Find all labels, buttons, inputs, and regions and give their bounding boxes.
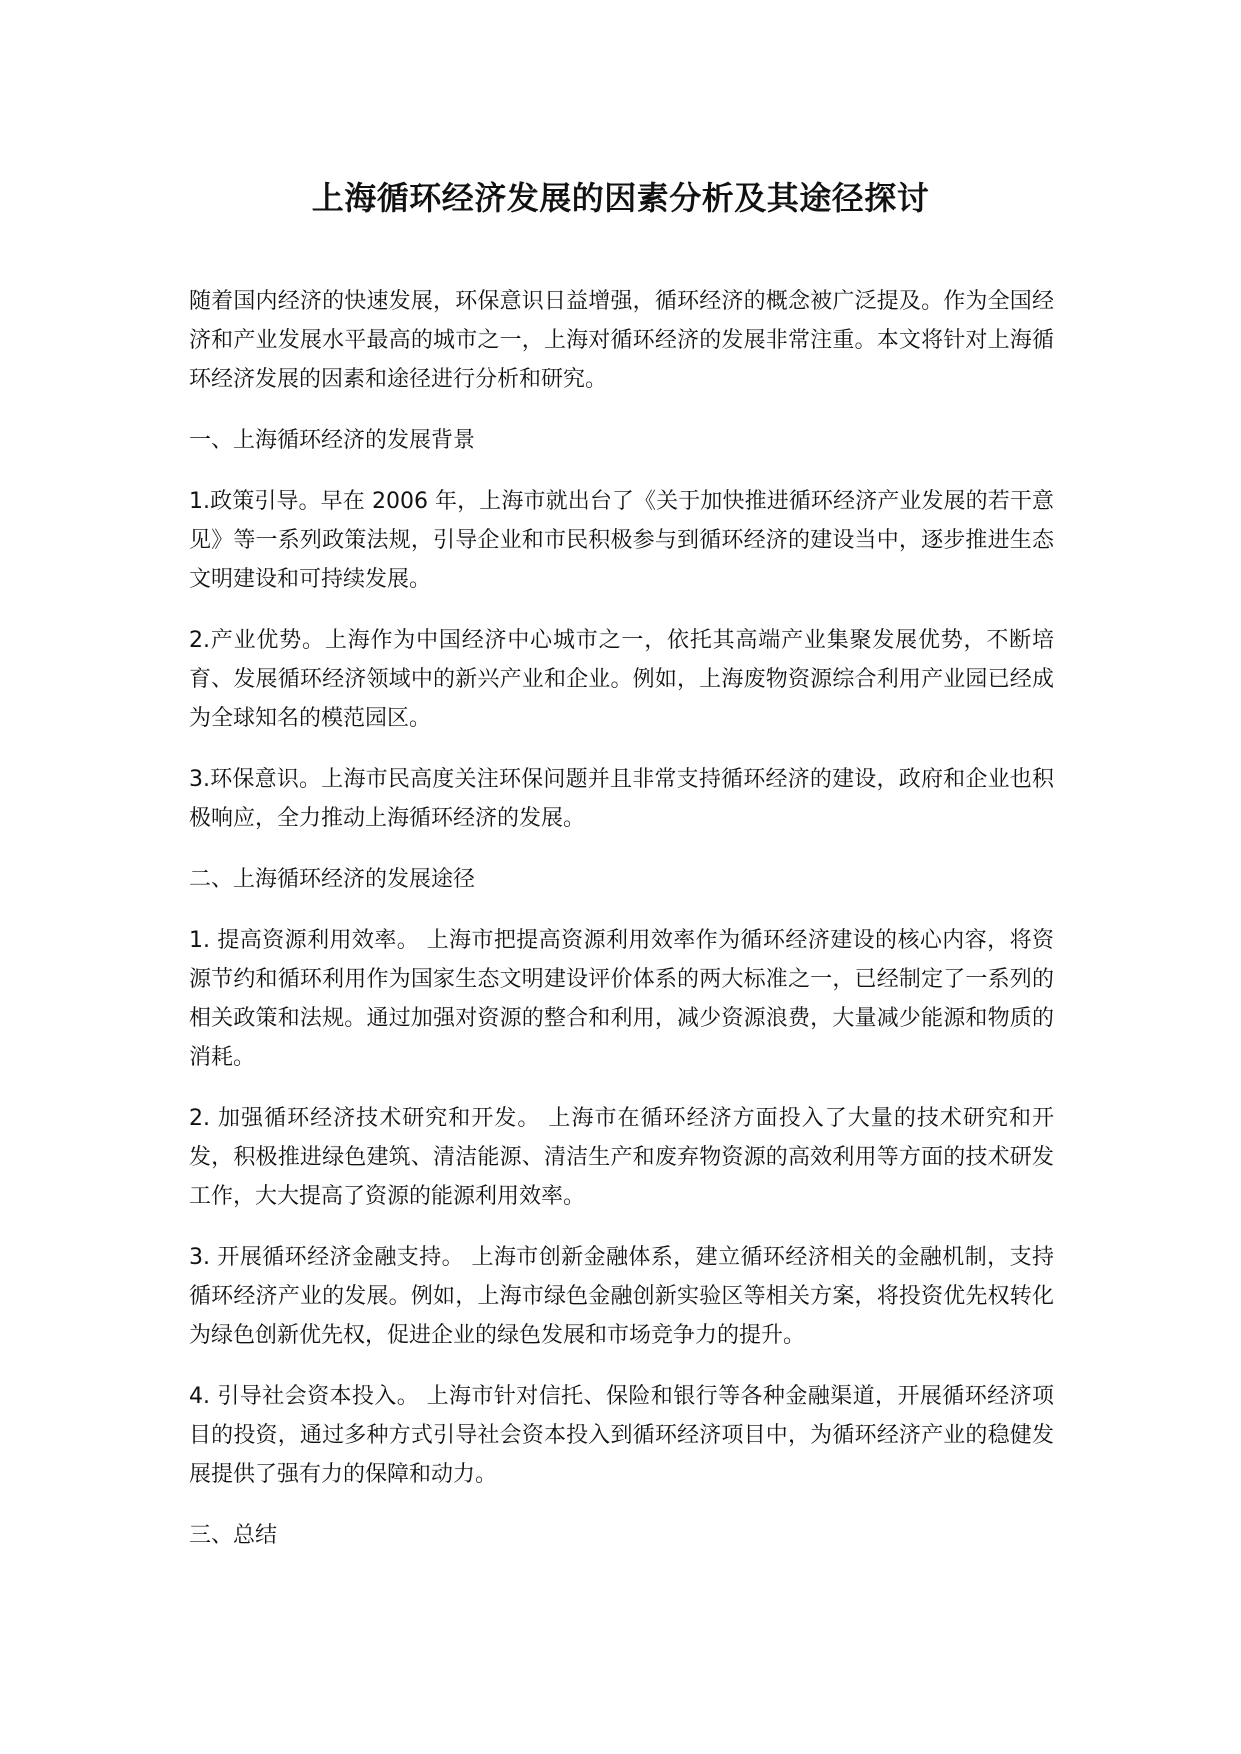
background-item-policy: 1.政策引导。早在 2006 年，上海市就出台了《关于加快推进循环经济产业发展的若干意见》等一系列政策法规，引导企业和市民积极参与到循环经济的建设当中，逐步推进生态文明建设和可持续发展。 — [189, 489, 1054, 592]
approach-item-efficiency: 1. 提高资源利用效率。 上海市把提高资源利用效率作为循环经济建设的核心内容，将资源节约和循环利用作为国家生态文明建设评价体系的两大标准之一，已经制定了一系列的相关政策和法规。通过加强对资源的整合和利用，减少资源浪费，大量减少能源和物质的消耗。 — [189, 928, 1054, 1070]
background-item-industry: 2.产业优势。上海作为中国经济中心城市之一，依托其高端产业集聚发展优势，不断培育、发展循环经济领域中的新兴产业和企业。例如，上海废物资源综合利用产业园已经成为全球知名的模范园区。 — [189, 628, 1054, 731]
approach-item-social-capital: 4. 引导社会资本投入。 上海市针对信托、保险和银行等各种金融渠道，开展循环经济项目的投资，通过多种方式引导社会资本投入到循环经济项目中，为循环经济产业的稳健发展提供了强有力的保障和动力。 — [189, 1384, 1054, 1487]
section-heading-background: 一、上海循环经济的发展背景 — [189, 428, 476, 453]
approach-item-technology: 2. 加强循环经济技术研究和开发。 上海市在循环经济方面投入了大量的技术研究和开发，积极推进绿色建筑、清洁能源、清洁生产和废弃物资源的高效利用等方面的技术研发工作，大大提高了资源的能源利用效率。 — [189, 1106, 1054, 1209]
intro-paragraph: 随着国内经济的快速发展，环保意识日益增强，循环经济的概念被广泛提及。作为全国经济和产业发展水平最高的城市之一，上海对循环经济的发展非常注重。本文将针对上海循环经济发展的因素和途径进行分析和研究。 — [189, 289, 1054, 392]
section-heading-approaches: 二、上海循环经济的发展途径 — [189, 867, 476, 892]
section-heading-summary: 三、总结 — [189, 1523, 278, 1548]
document-body — [189, 282, 1054, 1577]
approach-item-finance: 3. 开展循环经济金融支持。 上海市创新金融体系，建立循环经济相关的金融机制，支持循环经济产业的发展。例如，上海市绿色金融创新实验区等相关方案，将投资优先权转化为绿色创新优先权，促进企业的绿色发展和市场竞争力的提升。 — [189, 1245, 1054, 1348]
background-item-awareness: 3.环保意识。上海市民高度关注环保问题并且非常支持循环经济的建设，政府和企业也积极响应，全力推动上海循环经济的发展。 — [189, 767, 1054, 831]
document-title: 上海循环经济发展的因素分析及其途径探讨 — [311, 179, 930, 217]
